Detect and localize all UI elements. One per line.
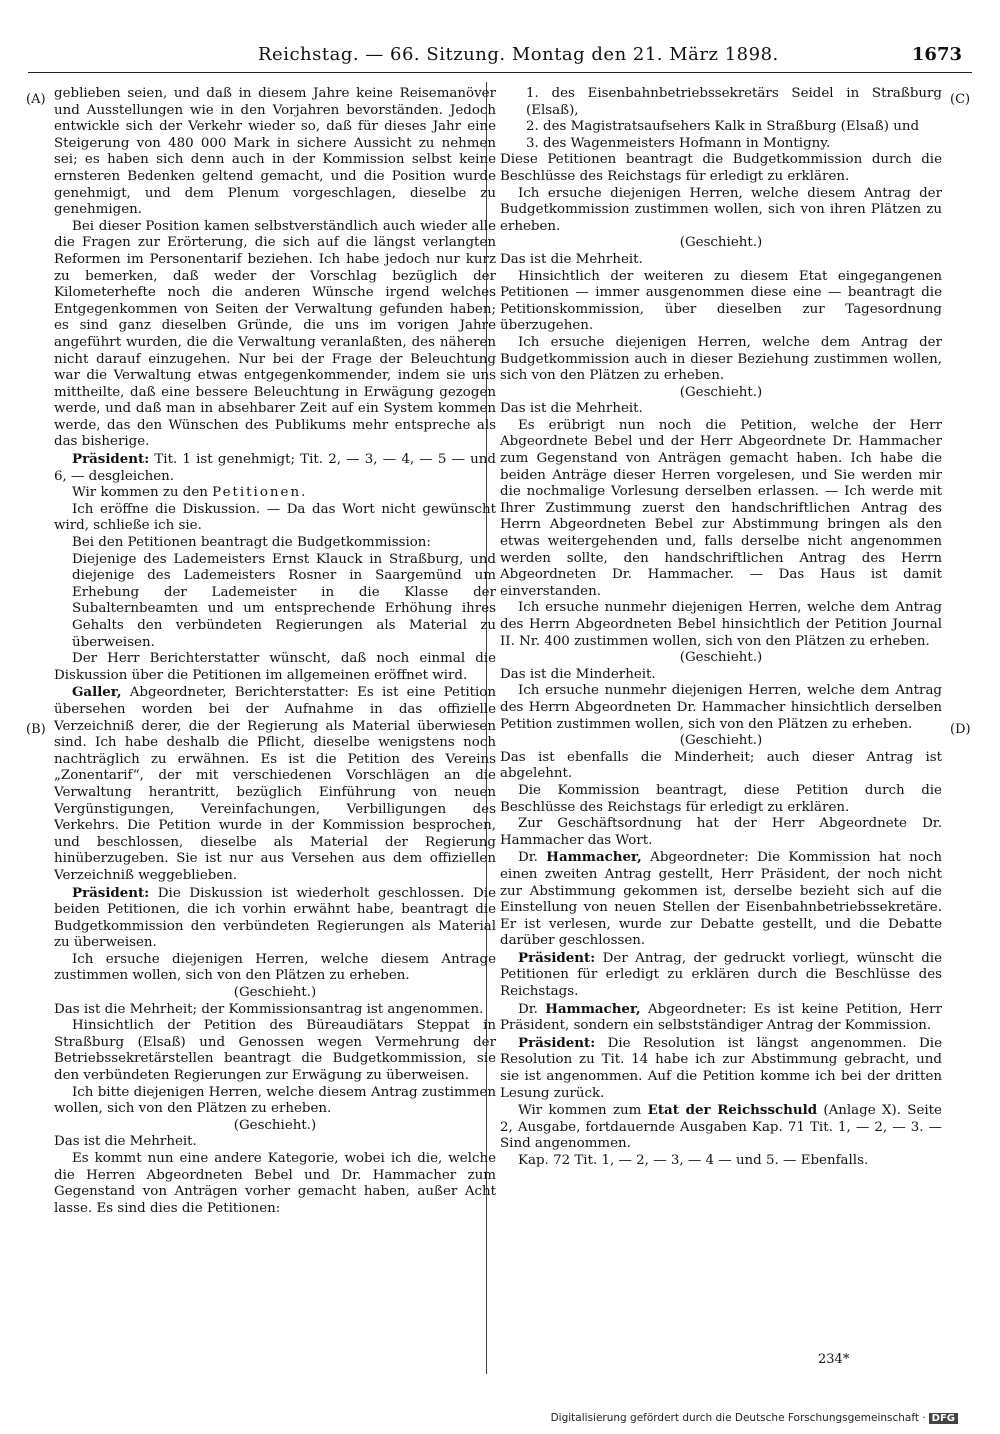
paragraph: Ich eröffne die Diskussion. — Da das Wort nicht gewünscht wird, schließe ich sie.: [54, 501, 496, 534]
paragraph: Bei den Petitionen beantragt die Budgetkommission:: [72, 535, 431, 551]
list-item: 2. des Magistratsaufsehers Kalk in Straßburg (Elsaß) und: [526, 119, 920, 135]
paragraph: Präsident: Tit. 1 ist genehmigt; Tit. 2, — 3, — 4, — 5 — und 6, — desgleichen.: [54, 451, 496, 484]
paragraph: Hinsichtlich der Petition des Büreaudiätars Steppat in Straßburg (Elsaß) und Genossen wegen Vermehrung der Betriebssekretärstellen beantragt die Budgetkommission, sie den verbündeten Regierungen zur Erwägung zu überweisen.: [54, 1018, 496, 1084]
paragraph: Diese Petitionen beantragt die Budgetkommission durch die Beschlüsse des Reichstags für erledigt zu erklären.: [500, 152, 942, 184]
paragraph: Dr. Hammacher, Abgeordneter: Es ist keine Petition, Herr Präsident, sondern ein selbstständiger Antrag der Kommission.: [500, 1000, 942, 1034]
footer-text: Digitalisierung gefördert durch die Deutsche Forschungsgemeinschaft ·: [550, 1412, 926, 1424]
stage-direction: (Geschieht.): [679, 733, 763, 749]
stage-direction: (Geschieht.): [233, 1117, 317, 1133]
paragraph: Die Kommission beantragt, diese Petition durch die Beschlüsse des Reichstags für erledigt zu erklären.: [500, 782, 942, 815]
dfg-logo: DFG: [929, 1413, 958, 1424]
speaker-name: Präsident:: [518, 1034, 596, 1051]
paragraph: geblieben seien, und daß in diesem Jahre keine Reisemanöver und Ausstellungen wie in den Vorjahren bevorständen. Jedoch entwickle sich der Verkehr wieder so, daß für dieses Jahr eine Steigerung von 480 000 Mark in sichere Aussicht zu nehmen sei; es haben sich denn auch in der Kommission selbst keine ernsteren Bedenken geltend gemacht, und die Position wurde genehmigt, und dem Plenum vorgeschlagen, dieselbe zu genehmigen.: [54, 86, 496, 218]
paragraph: Dr. Hammacher, Abgeordneter: Die Kommission hat noch einen zweiten Antrag gestellt, Herr Präsident, der noch nicht zur Abstimmung gekommen ist, derselbe bezieht sich auf die Einstellung von neuen Stellen der Eisenbahnbetriebssekretäre. Er ist verlesen, wurde zur Debatte gestellt, und die Debatte darüber geschlossen.: [500, 849, 942, 949]
stage-direction: (Geschieht.): [679, 384, 763, 400]
list-item: 1. des Eisenbahnbetriebssekretärs Seidel in Straßburg (Elsaß),: [526, 86, 942, 118]
paragraph: Das ist die Minderheit.: [500, 666, 656, 682]
paragraph: Ich ersuche diejenigen Herren, welche dem Antrag der Budgetkommission auch in dieser Beziehung zustimmen wollen, sich von den Plätzen zu erheben.: [500, 334, 942, 384]
paragraph: Wir kommen zu den Petitionen.: [72, 485, 308, 501]
paragraph: Präsident: Die Resolution ist längst angenommen. Die Resolution zu Tit. 14 habe ich zur Abstimmung gebracht, und sie ist angenommen. Auf die Petition komme ich bei der dritten Lesung zurück.: [500, 1034, 942, 1101]
paragraph: Galler, Abgeordneter, Berichterstatter: Es ist eine Petition übersehen worden bei der Aufnahme in das offizielle Verzeichniß derer, die der Regierung als Material überwiesen sind. Ich habe deshalb die Pflicht, dieselbe wenigstens noch nachträglich zu erwähnen. Es ist die Petition des Vereins „Zonentarif“, der mit verschiedenen Vorschlägen an die Verwaltung herantritt, bezüglich Einführung von neuen Vergünstigungen, Vereinfachungen, Verbilligungen des Verkehrs. Die Petition wurde in der Kommission besprochen, und beschlossen, dieselbe als Material der Regierung hinüberzugeben. Sie ist nur aus Versehen aus dem offiziellen Verzeichniß weggeblieben.: [54, 684, 496, 883]
left-column: [54, 86, 496, 1370]
paragraph: Wir kommen zum Etat der Reichsschuld (Anlage X). Seite 2, Ausgabe, fortdauernde Ausgaben Kap. 71 Tit. 1, — 2, — 3. — Sind angenommen.: [500, 1102, 942, 1152]
printer-signature: 234*: [818, 1352, 850, 1367]
paragraph: Das ist die Mehrheit.: [500, 401, 643, 417]
paragraph: Präsident: Der Antrag, der gedruckt vorliegt, wünscht die Petitionen für erledigt zu erklären durch die Beschlüsse des Reichstags.: [500, 949, 942, 1000]
paragraph: Zur Geschäftsordnung hat der Herr Abgeordnete Dr. Hammacher das Wort.: [500, 816, 942, 848]
page-header: [28, 40, 972, 70]
margin-marker-b: (B): [26, 722, 46, 737]
speaker-name: Präsident:: [72, 884, 150, 901]
speaker-name: Galler,: [72, 684, 122, 701]
paragraph: Ich ersuche diejenigen Herren, welche diesem Antrag der Budgetkommission zustimmen wollen, sich von ihren Plätzen zu erheben.: [500, 185, 942, 234]
speaker-name: Präsident:: [72, 451, 150, 468]
paragraph: Das ist ebenfalls die Minderheit; auch dieser Antrag ist abgelehnt.: [500, 749, 942, 782]
page-number: 1673: [911, 44, 962, 65]
stage-direction: (Geschieht.): [679, 235, 763, 251]
paragraph: Bei dieser Position kamen selbstverständlich auch wieder alle die Fragen zur Erörterung, die sich auf die längst verlangten Reformen im Personentarif beziehen. Ich habe jedoch nur kurz zu bemerken, daß weder der Vorschlag bezüglich der Kilometerhefte noch die anderen Wünsche irgend welches Entgegenkommen von Seiten der Verwaltung gefunden haben; es sind ganz dieselben Gründe, die uns im vorigen Jahre angeführt wurden, die die Verwaltung veranlaßten, des näheren nicht darauf einzugehen. Nur bei der Frage der Beleuchtung war die Verwaltung etwas entgegenkommender, indem sie uns mittheilte, daß eine bessere Beleuchtung in Erwägung gezogen werde, und daß man in absehbarer Zeit auf ein System kommen werde, das den Wünschen des Publikums mehr entspreche als das bisherige.: [54, 218, 496, 450]
paragraph: Ich ersuche nunmehr diejenigen Herren, welche dem Antrag des Herrn Abgeordneten Dr. Hammacher hinsichtlich derselben Petition zustimmen wollen, sich von den Plätzen zu erheben.: [500, 683, 942, 732]
list-item: 3. des Wagenmeisters Hofmann in Montigny.: [526, 135, 831, 151]
footer-credit: [551, 1412, 958, 1424]
speaker-name: Hammacher,: [545, 1000, 641, 1017]
margin-marker-c: (C): [950, 92, 971, 107]
paragraph: Es kommt nun eine andere Kategorie, wobei ich die, welche die Herren Abgeordneten Bebel und Dr. Hammacher zum Gegenstand von Anträgen vorher gemacht haben, außer Acht lasse. Es sind dies die Petitionen:: [54, 1151, 496, 1216]
margin-marker-d: (D): [950, 722, 971, 737]
section-heading: Etat der Reichsschuld: [647, 1102, 818, 1119]
header-rule: [28, 72, 972, 73]
right-column: [500, 86, 942, 1370]
speaker-name: Hammacher,: [546, 849, 642, 866]
paragraph: Das ist die Mehrheit; der Kommissionsantrag ist angenommen.: [54, 1001, 484, 1017]
paragraph: Kap. 72 Tit. 1, — 2, — 3, — 4 — und 5. — Ebenfalls.: [518, 1153, 869, 1168]
paragraph: Ich ersuche diejenigen Herren, welche diesem Antrage zustimmen wollen, sich von den Plätzen zu erheben.: [54, 951, 496, 984]
stage-direction: (Geschieht.): [679, 650, 763, 666]
paragraph: Ich ersuche nunmehr diejenigen Herren, welche dem Antrag des Herrn Abgeordneten Bebel hinsichtlich der Petition Journal II. Nr. 400 zustimmen wollen, sich von den Plätzen zu erheben.: [500, 600, 942, 649]
paragraph: Der Herr Berichterstatter wünscht, daß noch einmal die Diskussion über die Petitionen im allgemeinen eröffnet wird.: [54, 651, 496, 683]
stage-direction: (Geschieht.): [233, 985, 317, 1001]
paragraph: Es erübrigt nun noch die Petition, welche der Herr Abgeordnete Bebel und der Herr Abgeordnete Dr. Hammacher zum Gegenstand von Anträgen gemacht haben. Ich habe die beiden Anträge dieser Herren vorgelesen, und Sie werden mir die nochmalige Vorlesung derselben erlassen. — Ich werde mit Ihrer Zustimmung zuerst den handschriftlichen Antrag des Herrn Abgeordneten Bebel zur Abstimmung bringen als den etwas weitergehenden und, falls derselbe nicht angenommen werden sollte, den handschriftlichen Antrag des Herrn Abgeordneten Dr. Hammacher. — Das Haus ist damit einverstanden.: [500, 417, 942, 599]
margin-marker-a: (A): [26, 92, 46, 107]
paragraph: Ich bitte diejenigen Herren, welche diesem Antrag zustimmen wollen, sich von den Plätzen zu erheben.: [54, 1084, 496, 1117]
paragraph: Präsident: Die Diskussion ist wiederholt geschlossen. Die beiden Petitionen, die ich vorhin erwähnt habe, beantragt die Budgetkommission den verbündeten Regierungen als Material zu überweisen.: [54, 884, 496, 951]
paragraph: Das ist die Mehrheit.: [54, 1134, 197, 1150]
paragraph: Diejenige des Lademeisters Ernst Klauck in Straßburg, und diejenige des Lademeisters Rosner in Saargemünd um Erhebung der Lademeister in die Klasse der Subalternbeamten und um entsprechende Erhöhung ihres Gehalts den verbündeten Regierungen als Material zu überweisen.: [72, 551, 496, 650]
running-title: Reichstag. — 66. Sitzung. Montag den 21. März 1898.: [258, 44, 779, 65]
paragraph: Das ist die Mehrheit.: [500, 251, 643, 267]
paragraph: Hinsichtlich der weiteren zu diesem Etat eingegangenen Petitionen — immer ausgenommen diese eine — beantragt die Petitionskommission, über dieselben zur Tagesordnung überzugehen.: [500, 268, 942, 334]
speaker-name: Präsident:: [518, 949, 596, 966]
